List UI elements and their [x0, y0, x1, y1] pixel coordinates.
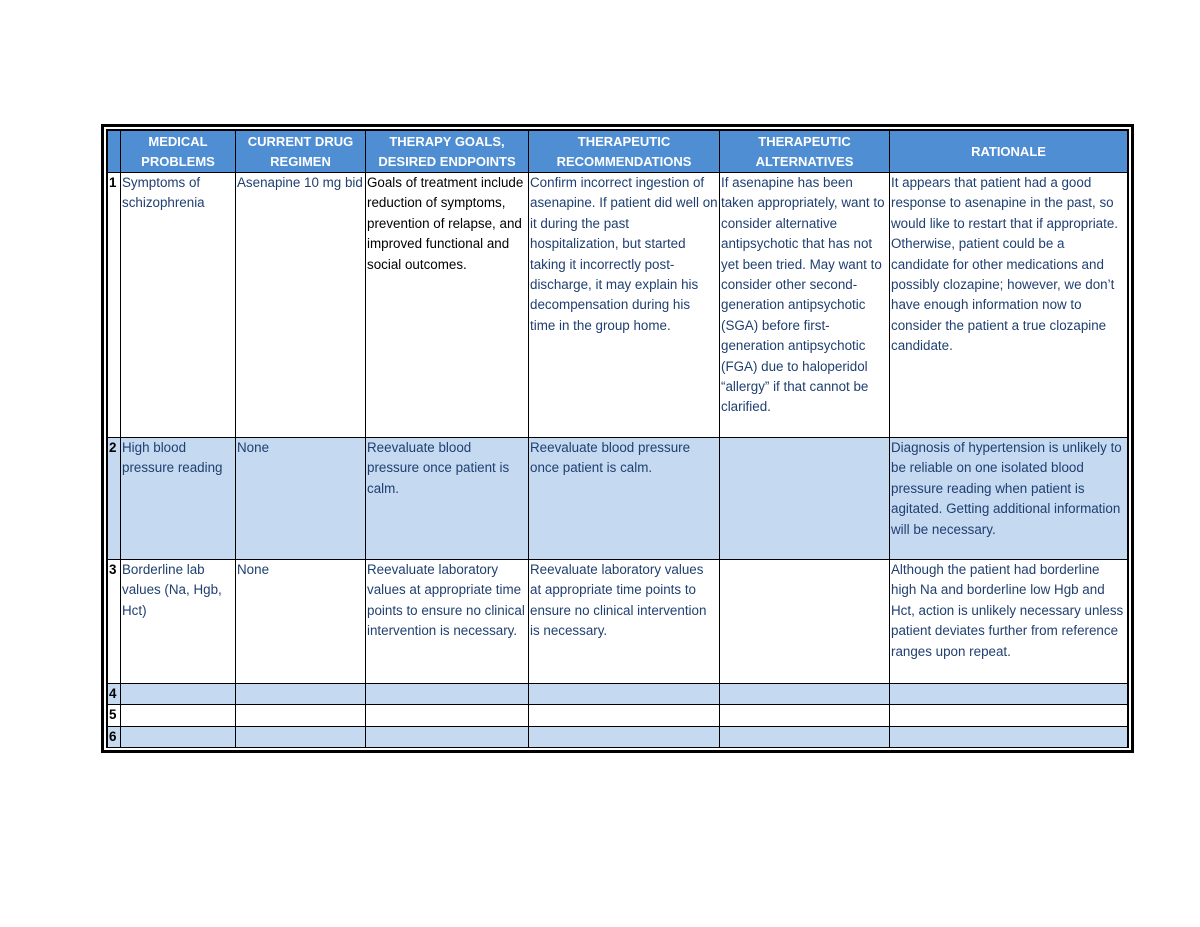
cell-recommendations: Reevaluate laboratory values at appropriate time points to ensure no clinical intervention is necessary. [529, 560, 720, 684]
header-current-drug-regimen: CURRENT DRUG REGIMEN [236, 131, 366, 173]
header-number [108, 131, 121, 173]
cell-alternatives [720, 684, 890, 705]
cell-goals: Reevaluate laboratory values at appropriate time points to ensure no clinical intervention is necessary. [366, 560, 529, 684]
cell-recommendations: Reevaluate blood pressure once patient is calm. [529, 438, 720, 560]
cell-regimen [236, 705, 366, 726]
cell-problem [121, 684, 236, 705]
header-medical-problems: MEDICAL PROBLEMS [121, 131, 236, 173]
cell-recommendations [529, 705, 720, 726]
cell-regimen: None [236, 560, 366, 684]
row-number: 6 [108, 726, 121, 747]
cell-alternatives [720, 560, 890, 684]
cell-goals [366, 684, 529, 705]
cell-goals: Reevaluate blood pressure once patient is calm. [366, 438, 529, 560]
cell-rationale: It appears that patient had a good response to asenapine in the past, so would like to restart that if appropriate. Otherwise, patient could be a candidate for other medications and possibly clozapine; however, we don’t have enough information now to consider the patient a true clozapine candidate. [890, 173, 1128, 438]
header-rationale: RATIONALE [890, 131, 1128, 173]
cell-recommendations [529, 684, 720, 705]
cell-alternatives [720, 705, 890, 726]
table-row [108, 684, 1128, 705]
row-number: 5 [108, 705, 121, 726]
cell-rationale [890, 684, 1128, 705]
care-plan-table [107, 130, 1128, 748]
table-row [108, 705, 1128, 726]
cell-problem [121, 705, 236, 726]
cell-rationale: Diagnosis of hypertension is unlikely to be reliable on one isolated blood pressure reading when patient is agitated. Getting additional information will be necessary. [890, 438, 1128, 560]
cell-rationale: Although the patient had borderline high Na and borderline low Hgb and Hct, action is unlikely necessary unless patient deviates further from reference ranges upon repeat. [890, 560, 1128, 684]
cell-regimen: None [236, 438, 366, 560]
table-row [108, 438, 1128, 560]
header-therapy-goals: THERAPY GOALS, DESIRED ENDPOINTS [366, 131, 529, 173]
table-row [108, 173, 1128, 438]
header-therapeutic-alternatives: THERAPEUTIC ALTERNATIVES [720, 131, 890, 173]
cell-problem: Borderline lab values (Na, Hgb, Hct) [121, 560, 236, 684]
cell-recommendations [529, 726, 720, 747]
table-row [108, 726, 1128, 747]
cell-alternatives: If asenapine has been taken appropriately, want to consider alternative antipsychotic that has not yet been tried. May want to consider other second-generation antipsychotic (SGA) before first-generation antipsychotic (FGA) due to haloperidol “allergy” if that cannot be clarified. [720, 173, 890, 438]
cell-problem [121, 726, 236, 747]
table-frame [101, 124, 1134, 753]
row-number: 3 [108, 560, 121, 684]
row-number: 2 [108, 438, 121, 560]
cell-rationale [890, 726, 1128, 747]
header-therapeutic-recommendations: THERAPEUTIC RECOMMENDATIONS [529, 131, 720, 173]
cell-problem: Symptoms of schizophrenia [121, 173, 236, 438]
header-row [108, 131, 1128, 173]
cell-recommendations: Confirm incorrect ingestion of asenapine. If patient did well on it during the past hospitalization, but started taking it incorrectly post-discharge, it may explain his decompensation during his time in the group home. [529, 173, 720, 438]
cell-regimen [236, 726, 366, 747]
cell-alternatives [720, 438, 890, 560]
cell-regimen: Asenapine 10 mg bid [236, 173, 366, 438]
cell-goals [366, 705, 529, 726]
row-number: 1 [108, 173, 121, 438]
cell-goals: Goals of treatment include reduction of symptoms, prevention of relapse, and improved functional and social outcomes. [366, 173, 529, 438]
cell-problem: High blood pressure reading [121, 438, 236, 560]
cell-goals [366, 726, 529, 747]
table-inner-frame [106, 129, 1129, 748]
cell-alternatives [720, 726, 890, 747]
row-number: 4 [108, 684, 121, 705]
cell-rationale [890, 705, 1128, 726]
table-row [108, 560, 1128, 684]
cell-regimen [236, 684, 366, 705]
